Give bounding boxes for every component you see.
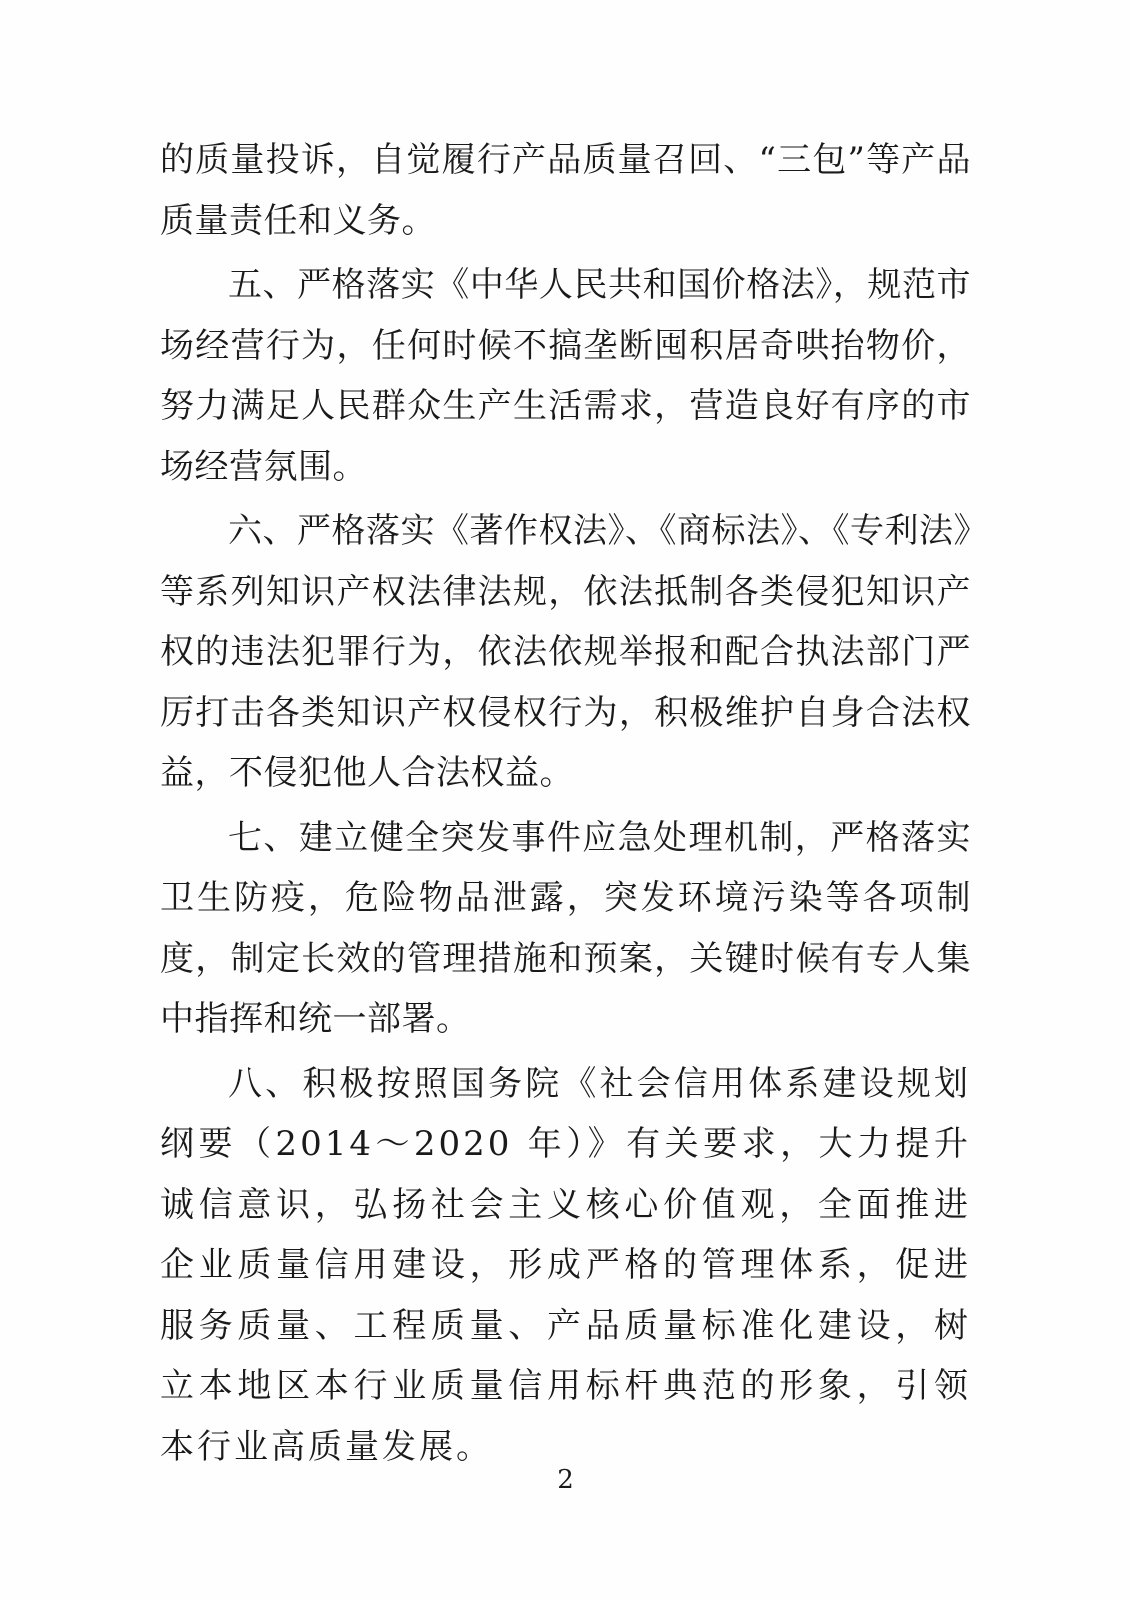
document-body	[160, 130, 971, 1477]
page-number: 2	[557, 1465, 574, 1495]
paragraph-item-8: 八、积极按照国务院《社会信用体系建设规划纲要（2014～2020 年）》有关要求，大力提升诚信意识，弘扬社会主义核心价值观，全面推进企业质量信用建设，形成严格的管理体系，促进服务质量、工程质量、产品质量标准化建设，树立本地区本行业质量信用标杆典范的形象，引领本行业高质量发展。	[160, 1063, 971, 1467]
paragraph-item-5: 五、严格落实《中华人民共和国价格法》，规范市场经营行为，任何时候不搞垄断囤积居奇哄抬物价，努力满足人民群众生产生活需求，营造良好有序的市场经营氛围。	[160, 265, 971, 487]
paragraph-item-6: 六、严格落实《著作权法》、《商标法》、《专利法》等系列知识产权法律法规，依法抵制各类侵犯知识产权的违法犯罪行为，依法依规举报和配合执法部门严厉打击各类知识产权侵权行为，积极维护自身合法权益，不侵犯他人合法权益。	[160, 511, 971, 794]
paragraph-continuation: 的质量投诉，自觉履行产品质量召回、“三包”等产品质量责任和义务。	[160, 140, 971, 241]
paragraph-item-7: 七、建立健全突发事件应急处理机制，严格落实卫生防疫，危险物品泄露，突发环境污染等各项制度，制定长效的管理措施和预案，关键时候有专人集中指挥和统一部署。	[160, 817, 971, 1040]
